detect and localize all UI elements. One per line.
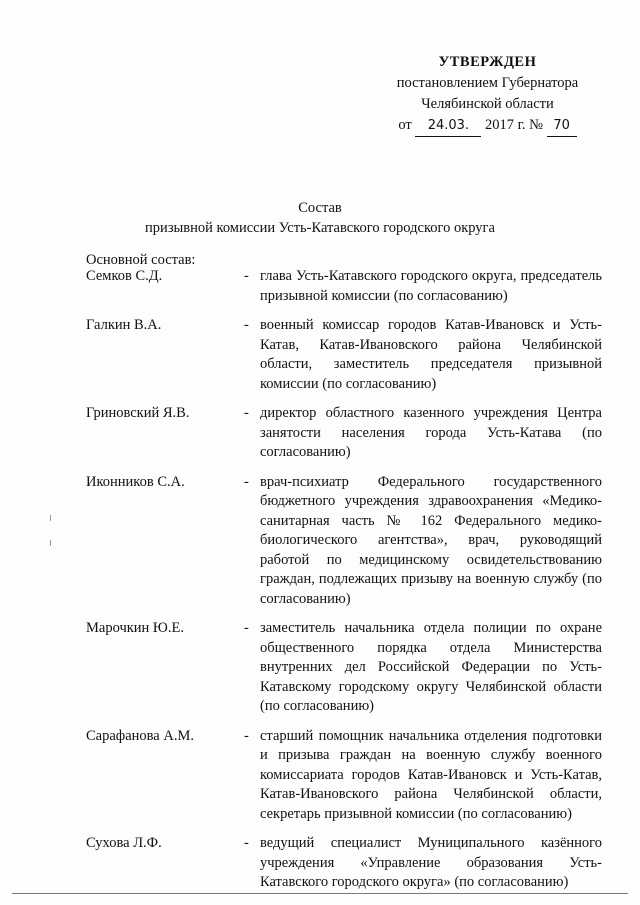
member-name: Гриновский Я.В. <box>86 405 190 421</box>
approval-heading: УТВЕРЖДЕН <box>438 54 537 70</box>
member-name: Сухова Л.Ф. <box>86 835 162 851</box>
member-row <box>86 619 602 717</box>
handwritten-date: 24.03. <box>415 115 481 137</box>
member-dash: - <box>244 727 249 744</box>
member-role: врач-психиатр Федерального государственного бюджетного учреждения здравоохранения «Медико-санитарная часть № 162 Федерального медико-биологического агентства», врач, руководящий работой по медицинскому освидетельствованию граждан, подлежащих призыву на военную службу (по согласованию) <box>260 473 602 607</box>
date-prefix: от <box>398 117 412 133</box>
member-row <box>86 473 602 610</box>
document-title <box>0 198 640 238</box>
member-row <box>86 727 602 825</box>
member-row <box>86 404 602 463</box>
bottom-divider <box>12 893 628 894</box>
title-line-1: Состав <box>298 200 342 216</box>
scan-artifact <box>50 515 51 521</box>
member-name: Галкин В.А. <box>86 317 162 333</box>
year-text: 2017 г. № <box>485 117 544 133</box>
member-dash: - <box>244 317 249 333</box>
member-row <box>86 267 602 306</box>
member-dash: - <box>244 268 249 284</box>
approval-block <box>380 52 595 137</box>
member-name: Семков С.Д. <box>86 268 163 284</box>
member-name: Сарафанова А.М. <box>86 727 194 744</box>
section-label: Основной состав: <box>86 252 196 268</box>
member-role: ведущий специалист Муниципального казённого учреждения «Управление образования Усть-Катавского городского округа» (по согласованию) <box>260 835 602 890</box>
member-dash: - <box>244 620 249 636</box>
member-role: военный комиссар городов Катав-Ивановск и Усть-Катав, Катав-Ивановского района Челябинской области, заместитель председателя призывной комиссии (по согласованию) <box>260 317 602 392</box>
member-name: Иконников С.А. <box>86 473 185 490</box>
member-dash: - <box>244 835 249 851</box>
member-row <box>86 834 602 893</box>
member-dash: - <box>244 405 249 421</box>
member-name: Марочкин Ю.Е. <box>86 620 184 636</box>
approval-line-2: Челябинской области <box>421 96 554 112</box>
scan-artifact <box>50 540 51 546</box>
member-role: глава Усть-Катавского городского округа, председатель призывной комиссии (по согласованию) <box>260 268 602 304</box>
approval-date-line <box>380 115 595 137</box>
member-role: старший помощник начальника отделения подготовки и призыва граждан на военную службу военного комиссариата городов Катав-Ивановск и Усть-Катав, Катав-Ивановского района Челябинской области, секретарь призывной комиссии (по согласованию) <box>260 727 602 822</box>
member-role: директор областного казенного учреждения Центра занятости населения города Усть-Катава (по согласованию) <box>260 405 602 460</box>
member-row <box>86 316 602 394</box>
handwritten-number: 70 <box>547 115 577 137</box>
member-dash: - <box>244 473 249 490</box>
title-line-2: призывной комиссии Усть-Катавского городского округа <box>145 220 495 236</box>
approval-line-1: постановлением Губернатора <box>396 75 579 91</box>
member-role: заместитель начальника отдела полиции по охране общественного порядка отдела Министерства внутренних дел Российской Федерации по Усть-Катавскому городскому округу Челябинской области (по согласованию) <box>260 620 602 714</box>
members-list <box>86 267 602 903</box>
